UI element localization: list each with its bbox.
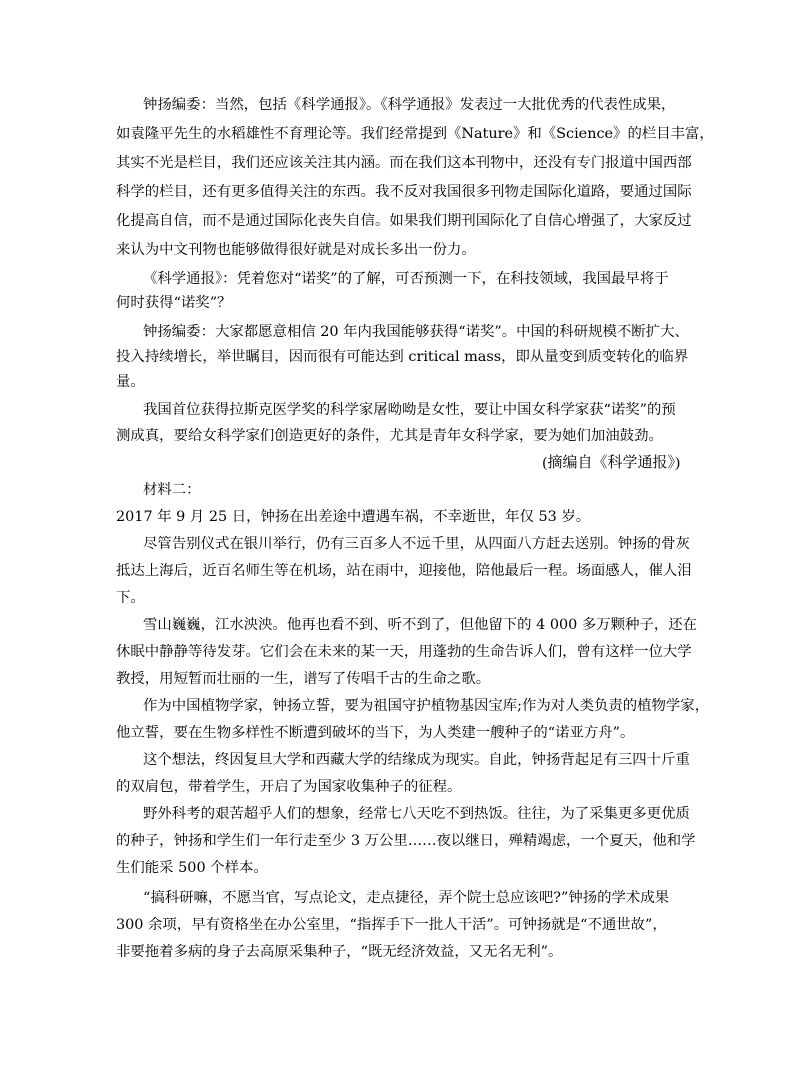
paragraph-line: 如袁隆平先生的水稻雄性不育理论等。我们经常提到《Nature》和《Science》的栏目丰富， [116,126,714,142]
paragraph-line: 作为中国植物学家，钟扬立誓，要为祖国守护植物基因宝库;作为对人类负责的植物学家， [143,698,710,714]
paragraph-line: 雪山巍巍，江水泱泱。他再也看不到、听不到了，但他留下的 4 000 多万颗种子，还在 [143,617,698,633]
paragraph-line: 何时获得“诺奖”？ [116,295,232,311]
paragraph-line: 科学的栏目，还有更多值得关注的东西。我不反对我国很多刊物走国际化道路，要通过国际 [116,184,692,200]
paragraph-line: 其实不光是栏目，我们还应该关注其内涵。而在我们这本刊物中，还没有专门报道中国西部 [116,155,692,171]
paragraph-line: “搞科研嘛，不愿当官，写点论文，走点捷径，弄个院士总应该吧?”钟扬的学术成果 [143,890,670,906]
paragraph-line: 的种子，钟扬和学生们一年行走至少 3 万公里……夜以继日，殚精竭虑，一个夏天，他和学 [116,833,696,849]
paragraph-line: 抵达上海后，近百名师生等在机场，站在雨中，迎接他，陪他最后一程。场面感人，催人泪 [116,563,692,579]
paragraph-line: 投入持续增长，举世瞩目，因而很有可能达到 critical mass，即从量变到质变转化的临界 [116,349,689,365]
paragraph-line: 测成真，要给女科学家们创造更好的条件，尤其是青年女科学家，要为她们加油鼓劲。 [116,428,663,444]
paragraph-line: 化提高自信，而不是通过国际化丧失自信。如果我们期刊国际化了自信心增强了，大家反过 [116,213,692,229]
paragraph-line: 野外科考的艰苦超乎人们的想象，经常七八天吃不到热饭。往往，为了采集更多更优质 [143,806,690,822]
paragraph-line: 我国首位获得拉斯克医学奖的科学家屠呦呦是女性，要让中国女科学家获“诺奖”的预 [143,402,676,418]
paragraph-line: 教授，用短暂而壮丽的一生，谱写了传唱千古的生命之歌。 [116,671,491,687]
paragraph-line: 的双肩包，带着学生，开启了为国家收集种子的征程。 [116,779,462,795]
paragraph-line: 钟扬编委：当然，包括《科学通报》。《科学通报》发表过一大批优秀的代表性成果， [143,97,676,113]
paragraph-line: 下。 [116,590,145,606]
paragraph-line: 钟扬编委：大家都愿意相信 20 年内我国能够获得“诺奖”。中国的科研规模不断扩大、 [143,324,689,340]
paragraph-line: 非要拖着多病的身子去高原采集种子，“既无经济效益，又无名无利”。 [116,944,563,960]
paragraph-line: 他立誓，要在生物多样性不断遭到破坏的当下，为人类建一艘种子的“诺亚方舟”。 [116,725,635,741]
paragraph-line: 来认为中文刊物也能够做得很好就是对成长多出一份力。 [116,242,476,258]
paragraph-line: 《科学通报》：凭着您对“诺奖”的了解，可否预测一下，在科技领域，我国最早将于 [143,271,669,287]
paragraph-line: 2017 年 9 月 25 日，钟扬在出差途中遭遇车祸，不幸逝世，年仅 53 岁。 [116,509,591,525]
paragraph-line: 300 余项，早有资格坐在办公室里，“指挥手下一批人干活”。可钟扬就是“不通世故”， [116,917,667,933]
paragraph-line: 尽管告别仪式在银川举行，仍有三百多人不远千里，从四面八方赶去送别。钟扬的骨灰 [143,536,690,552]
paragraph-line: 休眠中静静等待发芽。它们会在未来的某一天，用蓬勃的生命告诉人们，曾有这样一位大学 [116,644,692,660]
paragraph-line: 生们能采 500 个样本。 [116,860,268,876]
section-heading: 材料二： [143,482,201,498]
paragraph-line: 量。 [116,374,145,390]
source-citation: (摘编自《科学通报》) [542,455,680,471]
paragraph-line: 这个想法，终因复旦大学和西藏大学的结缘成为现实。自此，钟扬背起足有三四十斤重 [143,752,690,768]
